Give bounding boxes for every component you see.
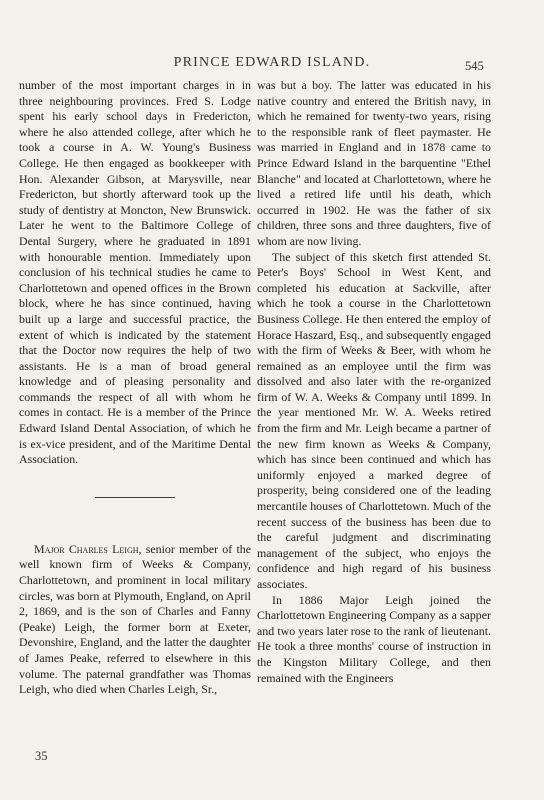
signature-mark: 35 <box>35 749 48 763</box>
paragraph-father: was but a boy. The latter was educated in his native country and entered the British navy, in which he remained for twenty-two years, rising to the responsible rank of fleet paymaster. He was married in England and in 1878 came to Prince Edward Island in the barquentine "Ethel Blanche" and located at Charlottetown, where he lived a retired life until his death, which occurred in 1902. He was the father of six children, three sons and three daughters, five of whom are now living. <box>257 78 491 248</box>
page-number: 545 <box>465 59 484 73</box>
subject-name: Major Charles Leigh, <box>34 541 142 556</box>
running-head: PRINCE EDWARD ISLAND. <box>173 55 371 70</box>
paragraph-military: In 1886 Major Leigh joined the Charlottetown Engineering Company as a sapper and two years later rose to the rank of lieutenant. He took a three months' course of instruction in the Kingston Military College, and then remained with the Engineers <box>257 592 491 685</box>
paragraph-career: The subject of this sketch first attended St. Peter's Boys' School in West Kent, and completed his education at Sackville, after which he took a course in the Charlottetown Business College. He then entered the employ of Horace Haszard, Esq., and subsequently engaged with the firm of Weeks & Beer, with whom he remained as an employee until the firm was dissolved and also later with the re-organized firm of W. A. Weeks & Company until 1899. In the year mentioned Mr. W. A. Weeks retired from the firm and Mr. Leigh became a partner of the new firm known as Weeks & Company, which has since been continued and which has uniformly enjoyed a marked degree of prosperity, being considered one of the leading mercantile houses of Charlottetown. Much of the recent success of the business has been due to the careful judgment and discriminating management of the subject, who enjoys the confidence and high regard of his business associates. <box>257 249 491 591</box>
paragraph-leigh-text: senior member of the well known firm of Weeks & Company, Charlottetown, and prominent in local military circles, was born at Plymouth, England, on April 2, 1869, and is the son of Charles and Fanny (Peake) Leigh, the former born at Exeter, Devonshire, England, and the latter the daughter of James Peake, referred to elsewhere in this volume. The paternal grandfather was Thomas Leigh, who died when Charles Leigh, Sr., <box>19 541 251 697</box>
section-divider <box>95 497 175 498</box>
right-column <box>257 78 491 686</box>
left-column <box>19 78 251 698</box>
paragraph-lodge: number of the most important charges in in three neighbouring provinces. Fred S. Lodge spent his early school days in Fredericton, where he also attended college, after which he took a course in A. W. Young's Business College. He then engaged as bookkeeper with Hon. Alexander Gibson, at Marysville, near Fredericton, but shortly afterward took up the study of dentistry at Moncton, New Brunswick. Later he went to the Baltimore College of Dental Surgery, where he graduated in 1891 with honourable mention. Immediately upon conclusion of his technical studies he came to Charlottetown and opened offices in the Brown block, where he has since continued, having built up a large and successful practice, the extent of which is indicated by the statement that the Doctor now requires the help of two assistants. He is a man of broad general knowledge and of pleasing personality and commands the respect of all with whom he comes in contact. He is a member of the Prince Edward Island Dental Association, of which he is ex-vice president, and of the Maritime Dental Association. <box>19 78 251 467</box>
paragraph-leigh-intro <box>19 542 251 698</box>
